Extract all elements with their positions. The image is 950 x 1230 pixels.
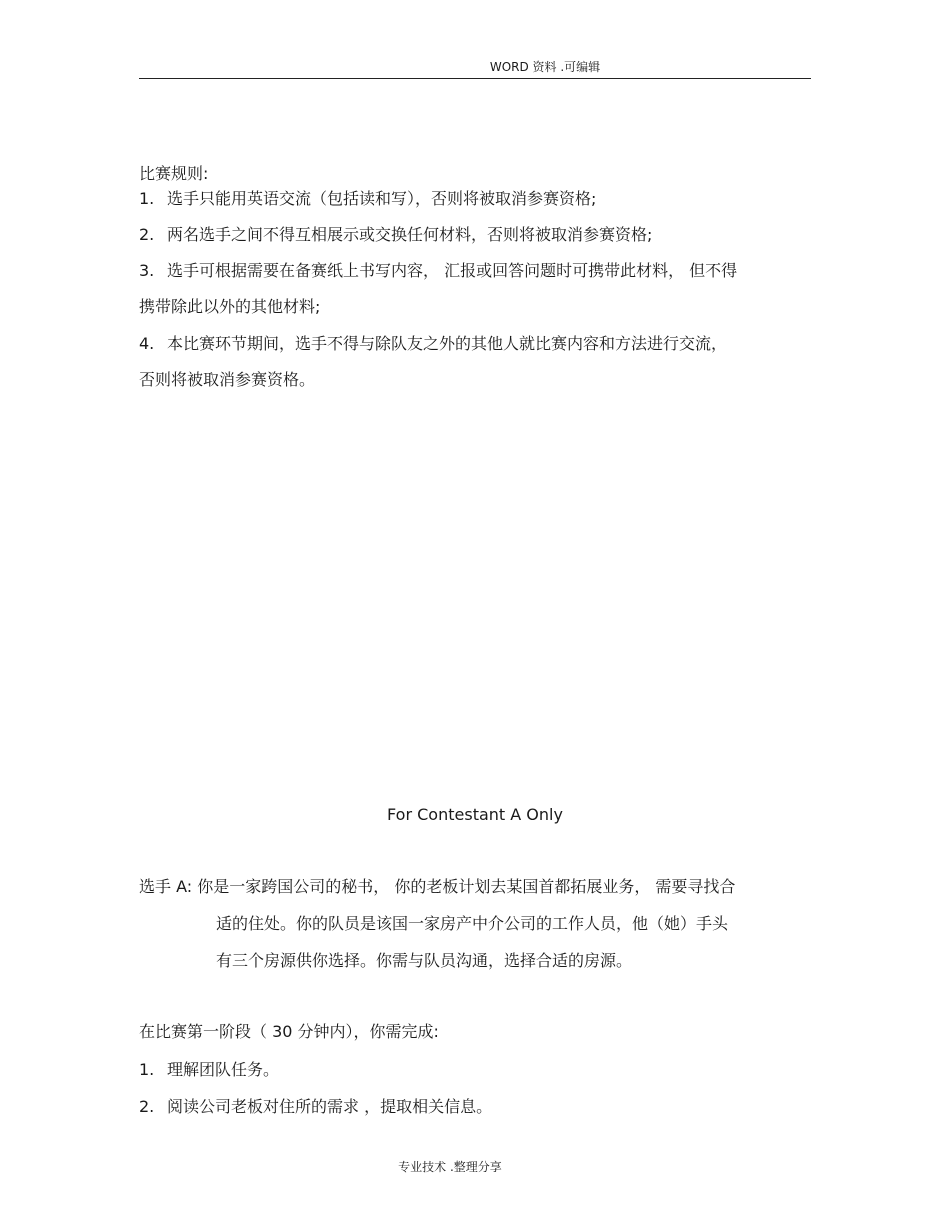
rule-text: 选手只能用英语交流（包括读和写），否则将被取消参赛资格; (167, 189, 597, 208)
rule-text: 本比赛环节期间，选手不得与除队友之外的其他人就比赛内容和方法进行交流， (167, 334, 728, 353)
contestant-intro-line: 选手 A: 你是一家跨国公司的秘书， 你的老板计划去某国首都拓展业务， 需要寻找合 (139, 877, 736, 896)
rule-number: 2. (139, 225, 155, 244)
page-header: WORD 资料 .可编辑 (489, 60, 601, 74)
rule-item-4 (139, 333, 727, 355)
rule-item-3 (139, 260, 737, 282)
rule-item-2 (139, 224, 652, 246)
page-footer: 专业技术 .整理分享 (398, 1160, 502, 1174)
contestant-intro-line: 适的住处。你的队员是该国一家房产中介公司的工作人员，他（她）手头 (216, 914, 729, 933)
rule-number: 1. (139, 189, 155, 208)
phase-text: 理解团队任务。 (167, 1060, 280, 1079)
rule-text-continued: 携带除此以外的其他材料; (139, 297, 321, 316)
contestant-intro-line: 有三个房源供你选择。你需与队员沟通，选择合适的房源。 (216, 951, 633, 970)
phase-title: 在比赛第一阶段（ 30 分钟内），你需完成: (139, 1022, 439, 1041)
phase-item-1 (139, 1059, 279, 1081)
phase-number: 1. (139, 1060, 155, 1079)
contestant-heading: For Contestant A Only (387, 805, 563, 824)
rule-number: 3. (139, 261, 155, 280)
rule-number: 4. (139, 334, 155, 353)
phase-number: 2. (139, 1097, 155, 1116)
rule-text-continued: 否则将被取消参赛资格。 (139, 370, 316, 389)
rule-text: 两名选手之间不得互相展示或交换任何材料，否则将被取消参赛资格; (167, 225, 653, 244)
rules-title: 比赛规则: (139, 164, 209, 183)
rule-item-1 (139, 188, 596, 210)
phase-item-2 (139, 1096, 492, 1118)
rule-text: 选手可根据需要在备赛纸上书写内容， 汇报或回答问题时可携带此材料， 但不得 (167, 261, 738, 280)
header-rule (139, 78, 811, 79)
phase-text: 阅读公司老板对住所的需求 ，提取相关信息。 (167, 1097, 493, 1116)
